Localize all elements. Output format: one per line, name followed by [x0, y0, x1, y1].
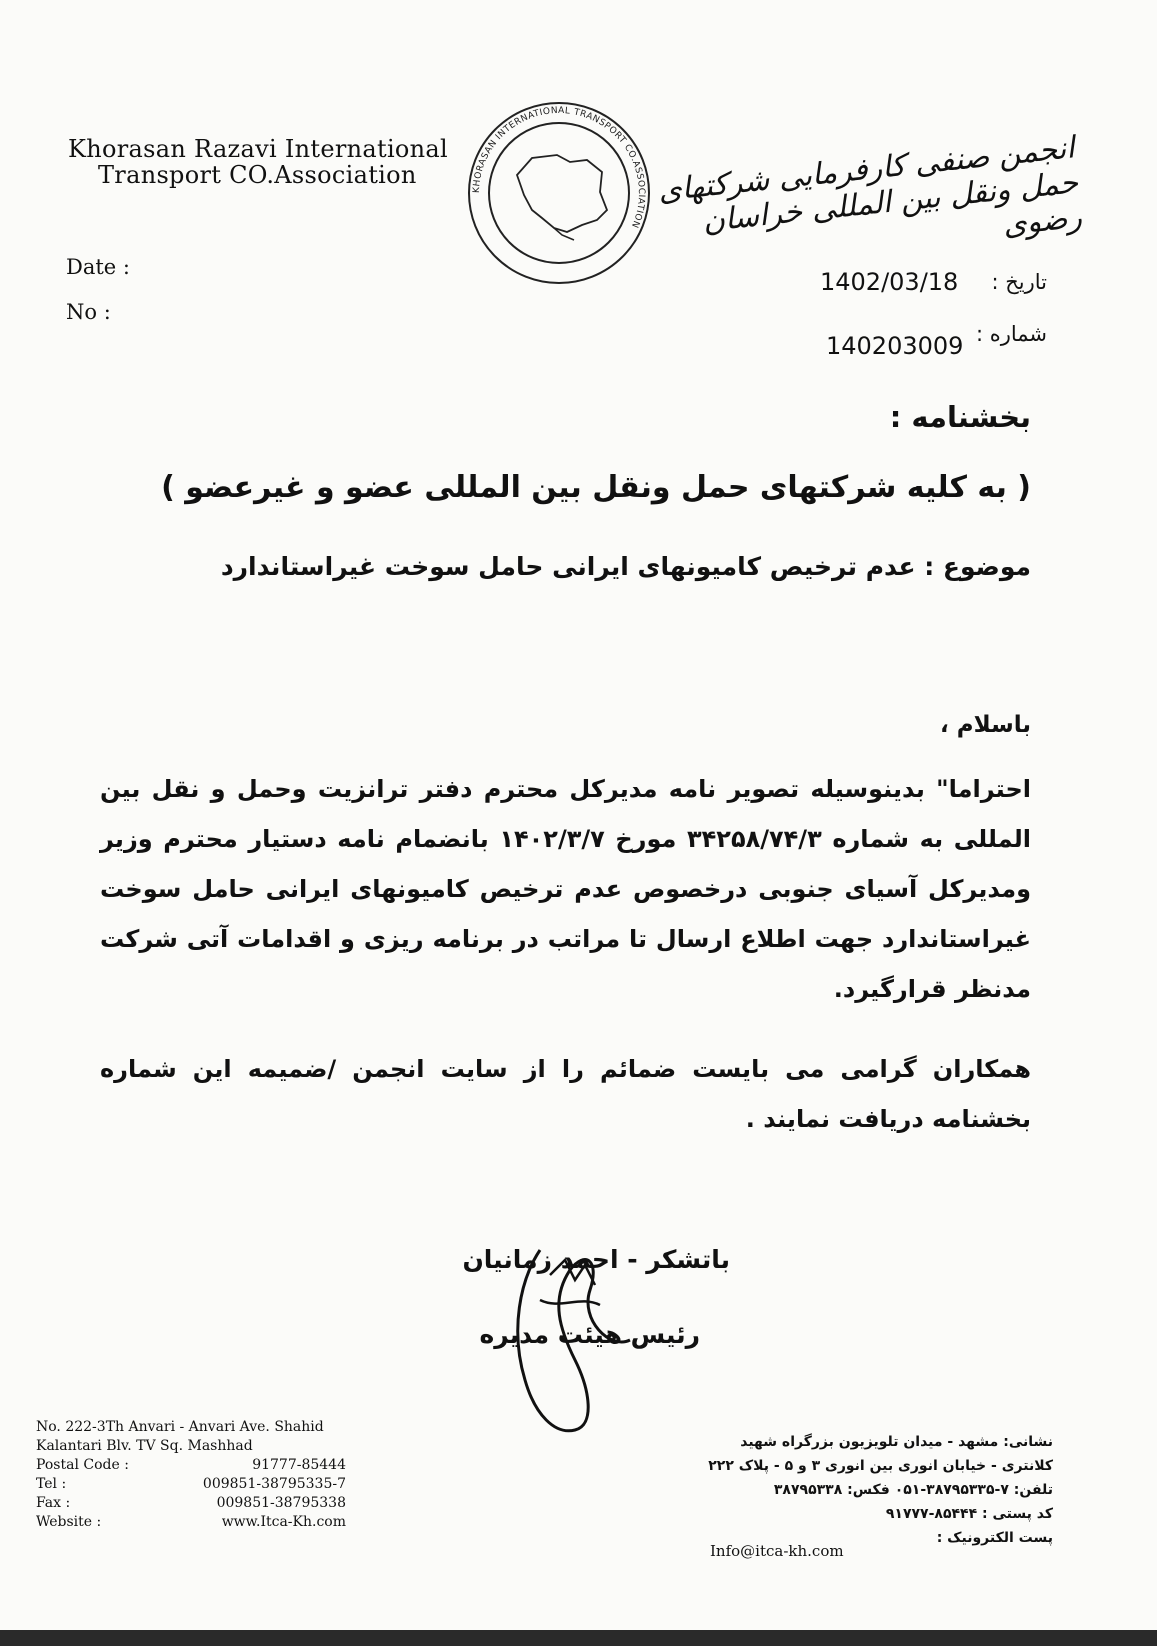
svg-text:KHORASAN INTERNATIONAL TRANSPO [472, 106, 646, 229]
footer-fa-address-line2: کلانتری - خیابان انوری بین انوری ۳ و ۵ - پلاک ۲۲۲ [708, 1458, 1053, 1474]
number-label-en: No : [66, 300, 111, 324]
signature-title: رئیس هیئت مدیره [479, 1320, 700, 1349]
greeting: باسلام ، [940, 712, 1031, 738]
circular-heading: بخشنامه : [889, 400, 1031, 434]
date-label-en: Date : [66, 255, 130, 279]
footer-fa-postal-line: کد پستی : ۸۵۴۴۴-۹۱۷۷۷ [885, 1506, 1053, 1522]
org-name-en-line2: Transport CO.Association [98, 161, 417, 190]
footer-address-line1: No. 222-3Th Anvari - Anvari Ave. Shahid [36, 1419, 324, 1435]
tel-label: Tel : [36, 1476, 67, 1492]
postal-code-value: 91777-85444 [252, 1457, 346, 1473]
body-paragraph-1: احتراما" بدینوسیله تصویر نامه مدیرکل محترم دفتر ترانزیت وحمل و نقل بین المللی به شماره ۳۴۲۵۸/۷۴/۳ مورخ ۱۴۰۲/۳/۷ بانضمام نامه دستیار محترم وزیر ومدیرکل آسیای جنوبی درخصوص عدم ترخیص کامیونهای ایرانی حامل سوخت غیراستاندارد جهت اطلاع ارسال تا مراتب در برنامه ریزی و اقدامات آتی شرکت مدنظر قرارگیرد. [100, 775, 1031, 1003]
footer-postal-row [36, 1456, 346, 1475]
footer-fax-row [36, 1494, 346, 1513]
date-label-fa: تاریخ : [991, 270, 1047, 294]
signature-closing: باتشکر - احمد زمانیان [462, 1245, 730, 1274]
seal-text: KHORASAN INTERNATIONAL TRANSPORT CO.ASSOCIATION [471, 105, 647, 230]
handwritten-signature [480, 1240, 680, 1450]
footer-fa-email-label: پست الکترونیک : [936, 1530, 1053, 1546]
footer-address-en [36, 1418, 346, 1532]
recipients-line: ( به کلیه شرکتهای حمل ونقل بین المللی عضو و غیرعضو ) [161, 470, 1031, 505]
subject-line: موضوع : عدم ترخیص کامیونهای ایرانی حامل سوخت غیراستاندارد [220, 552, 1031, 581]
association-seal-logo [462, 100, 656, 286]
footer-fa-phone-line: تلفن: ۷-۳۸۷۹۵۳۳۵-۰۵۱ فکس: ۳۸۷۹۵۳۳۸ [773, 1482, 1053, 1498]
org-name-en-line1: Khorasan Razavi International [68, 135, 449, 163]
footer-address-line2: Kalantari Blv. TV Sq. Mashhad [36, 1438, 253, 1454]
number-value: 140203009 [826, 332, 964, 360]
tel-value: 009851-38795335-7 [202, 1476, 346, 1492]
website-value: www.Itca-Kh.com [221, 1514, 346, 1530]
number-label-fa: شماره : [975, 322, 1047, 346]
scan-bottom-edge [0, 1630, 1157, 1646]
footer-address-fa [708, 1430, 1053, 1550]
org-name-fa: انجمن صنفی کارفرمایی شرکتهای حمل ونقل بین المللی خراسان رضوی [656, 130, 1084, 243]
date-value: 1402/03/18 [820, 268, 959, 296]
footer-fa-address-line1: نشانی: مشهد - میدان تلویزیون بزرگراه شهید [740, 1434, 1053, 1450]
fax-value: 009851-38795338 [216, 1495, 346, 1511]
org-name-en [68, 136, 448, 189]
footer-email-value: Info@itca-kh.com [710, 1542, 844, 1560]
body-paragraph-2: همکاران گرامی می بایست ضمائم را از سایت انجمن /ضمیمه این شماره بخشنامه دریافت نمایند . [100, 1055, 1031, 1133]
postal-code-label: Postal Code : [36, 1457, 129, 1473]
website-label: Website : [36, 1514, 102, 1530]
footer-website-row [36, 1513, 346, 1532]
footer-tel-row [36, 1475, 346, 1494]
fax-label: Fax : [36, 1495, 71, 1511]
